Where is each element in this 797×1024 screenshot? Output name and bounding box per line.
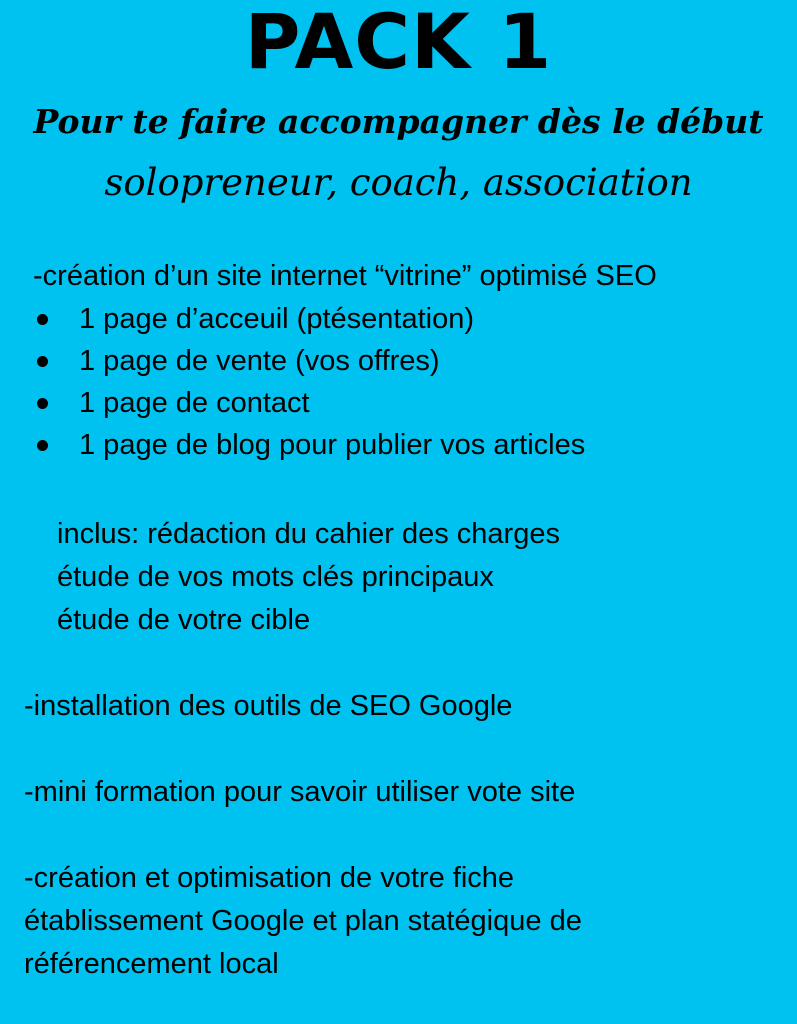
local-listing-line: référencement local [24, 948, 279, 980]
bullet-icon [37, 314, 48, 325]
list-item [33, 424, 585, 466]
list-item [33, 340, 585, 382]
list-item-label: 1 page d’acceuil (ptésentation) [79, 303, 474, 335]
list-item-label: 1 page de vente (vos offres) [79, 345, 440, 377]
intro-website-creation: -création d’un site internet “vitrine” optimisé SEO [33, 260, 657, 292]
list-item-label: 1 page de contact [79, 387, 310, 419]
list-item [33, 298, 585, 340]
included-line: étude de votre cible [57, 604, 311, 636]
seo-tools-item: -installation des outils de SEO Google [24, 690, 513, 722]
included-line: inclus: rédaction du cahier des charges [57, 518, 560, 550]
pack-audience: solopreneur, coach, association [104, 161, 693, 204]
included-block [57, 513, 560, 642]
bullet-icon [37, 356, 48, 367]
list-item [33, 382, 585, 424]
local-listing-line: -création et optimisation de votre fiche [24, 862, 515, 894]
pack-subtitle: Pour te faire accompagner dès le début [33, 102, 764, 141]
pack-title: PACK 1 [244, 0, 553, 86]
local-listing-item [24, 857, 582, 986]
pages-list [33, 298, 585, 466]
bullet-icon [37, 440, 48, 451]
bullet-icon [37, 398, 48, 409]
list-item-label: 1 page de blog pour publier vos articles [79, 429, 586, 461]
included-line: étude de vos mots clés principaux [57, 561, 494, 593]
training-item: -mini formation pour savoir utiliser vote site [24, 776, 576, 808]
local-listing-line: établissement Google et plan statégique de [24, 905, 582, 937]
